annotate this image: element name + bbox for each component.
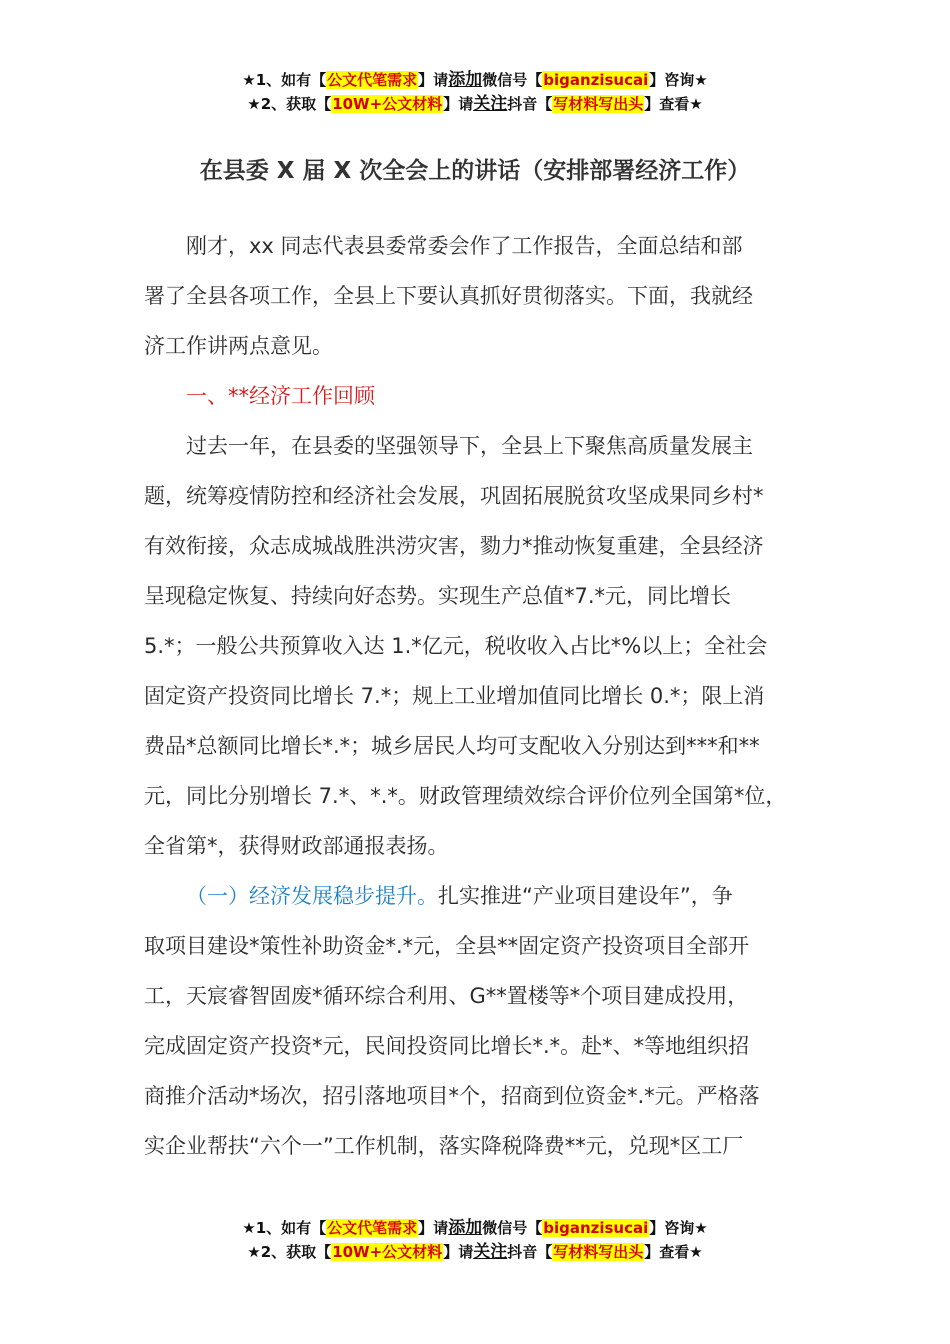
paragraph-line: 取项目建设*策性补助资金*.*元，全县**固定资产投资项目全部开 (144, 934, 750, 958)
promo-highlight: 写材料写出头 (553, 95, 644, 113)
paragraph-line: 过去一年，在县委的坚强领导下，全县上下聚焦高质量发展主 (186, 434, 753, 458)
section-heading: 一、**经济工作回顾 (186, 384, 375, 408)
paragraph-line: 题，统筹疫情防控和经济社会发展，巩固拓展脱贫攻坚成果同乡村* (144, 484, 764, 508)
intro-line: 刚才，xx 同志代表县委常委会作了工作报告，全面总结和部 (186, 234, 743, 258)
promo-line-1 (0, 1216, 950, 1240)
promo-underline: 添加 (448, 70, 483, 90)
intro-line: 署了全县各项工作，全县上下要认真抓好贯彻落实。下面，我就经 (144, 284, 753, 308)
promo-text: ★2、获取【 (247, 95, 332, 113)
paragraph-line: 实企业帮扶“六个一”工作机制，落实降税降费**元，兑现*区工厂 (144, 1134, 744, 1158)
promo-text: 】请 (418, 1219, 449, 1237)
promo-line-2 (0, 1240, 950, 1264)
paragraph-line: 呈现稳定恢复、持续向好态势。实现生产总值*7.*元，同比增长 (144, 584, 732, 608)
promo-text: 】查看★ (644, 95, 703, 113)
promo-text: ★2、获取【 (247, 1243, 332, 1261)
paragraph-line: 5.*；一般公共预算收入达 1.*亿元，税收收入占比*%以上；全社会 (144, 634, 768, 658)
document-body (144, 221, 824, 1171)
promo-highlight: 公文代笔需求 (327, 1219, 418, 1237)
promo-underline: 关注 (473, 1242, 508, 1262)
subsection-heading: （一）经济发展稳步提升。 (186, 884, 438, 908)
promo-line-2 (0, 92, 950, 116)
promo-text: 】请 (443, 1243, 474, 1261)
promo-highlight: 公文代笔需求 (327, 71, 418, 89)
document-title: 在县委 X 届 X 次全会上的讲话（安排部署经济工作） (199, 158, 751, 184)
promo-text: 】咨询★ (649, 1219, 708, 1237)
promo-banner-top (0, 68, 950, 116)
promo-highlight: 10W+公文材料 (332, 1243, 443, 1261)
paragraph-line (144, 871, 824, 921)
intro-line: 济工作讲两点意见。 (144, 334, 333, 358)
promo-text: 】查看★ (644, 1243, 703, 1261)
promo-underline: 添加 (448, 1218, 483, 1238)
promo-underline: 关注 (473, 94, 508, 114)
paragraph-line: 完成固定资产投资*元，民间投资同比增长*.*。赴*、*等地组织招 (144, 1034, 750, 1058)
promo-text: 】请 (418, 71, 449, 89)
promo-text: 微信号【 (482, 71, 543, 89)
paragraph-line: 元，同比分别增长 7.*、*.*。财政管理绩效综合评价位列全国第*位， (144, 784, 787, 808)
promo-highlight: 10W+公文材料 (332, 95, 443, 113)
promo-highlight: biganzisucai (543, 71, 649, 89)
paragraph-line: 固定资产投资同比增长 7.*；规上工业增加值同比增长 0.*；限上消 (144, 684, 765, 708)
promo-banner-bottom (0, 1216, 950, 1264)
promo-text: 】请 (443, 95, 474, 113)
promo-line-1 (0, 68, 950, 92)
promo-highlight: biganzisucai (543, 1219, 649, 1237)
promo-text: 】咨询★ (649, 71, 708, 89)
promo-text: ★1、如有【 (242, 71, 327, 89)
paragraph-line: 全省第*，获得财政部通报表扬。 (144, 834, 449, 858)
promo-text: 微信号【 (482, 1219, 543, 1237)
promo-text: ★1、如有【 (242, 1219, 327, 1237)
paragraph-line: 商推介活动*场次，招引落地项目*个，招商到位资金*.*元。严格落 (144, 1084, 760, 1108)
promo-text: 抖音【 (507, 1243, 553, 1261)
paragraph-text: 扎实推进“产业项目建设年”，争 (438, 884, 733, 908)
paragraph-line: 工，天宸睿智固废*循环综合利用、G**置楼等*个项目建成投用， (144, 984, 749, 1008)
promo-text: 抖音【 (507, 95, 553, 113)
promo-highlight: 写材料写出头 (553, 1243, 644, 1261)
paragraph-line: 费品*总额同比增长*.*；城乡居民人均可支配收入分别达到***和** (144, 734, 760, 758)
paragraph-line: 有效衔接，众志成城战胜洪涝灾害，勠力*推动恢复重建，全县经济 (144, 534, 764, 558)
